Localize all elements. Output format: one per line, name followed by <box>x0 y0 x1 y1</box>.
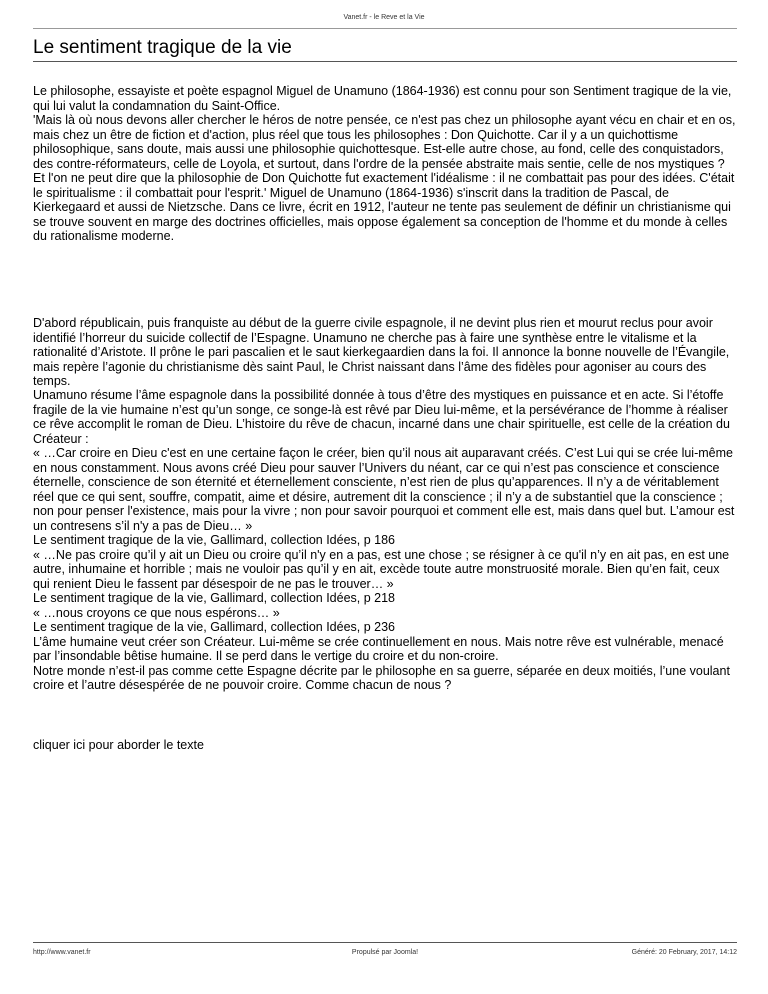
quote-1: « …Car croire en Dieu c'est en une certaine façon le créer, bien qu’il nous ait auparavant créés. C’est Lui qui se crée lui-même en nous constamment. Nous avons créé Dieu pour sauver l’Univers du néant, car ce qui n’est pas conscience et conscience éternelle, conscience de son éternité et éternellement consciente, n’est rien de plus qu’apparences. Il n’y a de véritablement réel que ce qui sent, souffre, compatit, aime et désire, autrement dit la conscience ; il n’y a de substantiel que la conscience ; non pour penser l'existence, mais pour la vivre ; non pour savoir pourquoi et comment elle est, mais dans quel but. L’amour est un contresens s’il n'y a pas de Dieu… » <box>33 446 735 533</box>
footer-generated-date: Généré: 20 February, 2017, 14:12 <box>631 949 737 956</box>
intro-paragraph <box>33 84 737 244</box>
footer-powered-by: Propulsé par Joomla! <box>351 949 419 956</box>
biography-paragraph <box>33 316 737 389</box>
closing-line-2: Notre monde n’est-il pas comme cette Espagne décrite par le philosophe en sa guerre, séparée en deux moitiés, l’une voulant croire et l’autre désespérée de ne pouvoir croire. Comme chacun de nous ? <box>33 663 730 692</box>
biography-text: D'abord républicain, puis franquiste au début de la guerre civile espagnole, il ne devint plus rien et mourut reclus pour avoir identifié l’horreur du suicide collectif de l’Espagne. Unamuno ne cherche pas à faire une synthèse entre le vitalisme et la rationalité d’Aristote. Il prône le pari pascalien et le saut kierkegaardien dans la foi. Il annonce la bonne nouvelle de l’Évangile, mais repère l’agonie du christianisme dès saint Paul, le Christ naissant dans l’âme des fidèles pour agoniser au cours des temps. <box>33 316 730 388</box>
quotes-section <box>33 446 737 693</box>
citation-2: Le sentiment tragique de la vie, Gallimard, collection Idées, p 218 <box>33 591 396 605</box>
closing-line-1: L’âme humaine veut créer son Créateur. Lui-même se crée continuellement en nous. Mais notre rêve est vulnérable, menacé par l’insondable bêtise humaine. Il se perd dans le vertige du croire et du non-croire. <box>33 634 724 663</box>
page-footer <box>33 942 737 957</box>
intro-line: Le philosophe, essayiste et poète espagnol Miguel de Unamuno (1864-1936) est connu pour son Sentiment tragique de la vie, qui lui valut la condamnation du Saint-Office. <box>33 84 732 113</box>
title-bar <box>33 28 737 62</box>
spanish-soul-paragraph <box>33 388 737 446</box>
citation-3: Le sentiment tragique de la vie, Gallimard, collection Idées, p 236 <box>33 620 396 634</box>
quote-3: « …nous croyons ce que nous espérons… » <box>33 605 280 620</box>
spanish-soul-text: Unamuno résume l’âme espagnole dans la possibilité donnée à tous d’être des mystiques en puissance et en acte. Si l’étoffe fragile de la vie humaine n’est qu’un songe, ce songe-là est rêvé par Dieu lui-même, et la persévérance de l’homme à réaliser ce rêve accomplit le roman de Dieu. L’histoire du rêve de chacun, incarné dans une chair spirituelle, est celle de la création du Créateur : <box>33 388 730 446</box>
read-text-link[interactable]: cliquer ici pour aborder le texte <box>33 738 204 752</box>
citation-1: Le sentiment tragique de la vie, Gallimard, collection Idées, p 186 <box>33 533 396 547</box>
footer-url[interactable]: http://www.vanet.fr <box>33 949 91 956</box>
don-quichotte-quote: 'Mais là où nous devons aller chercher le héros de notre pensée, ce n'est pas chez un philosophe ayant vécu en chair et en os, mais chez un être de fiction et d'action, plus réel que tous les philosophes : Don Quichotte. Car il y a un quichottisme philosophique, sans doute, mais aussi une philosophie quichottesque. Est-elle autre chose, au fond, celle des conquistadors, des contre-réformateurs, celle de Loyola, et surtout, dans l'ordre de la pensée abstraite mais sentie, celle de nos mystiques ? Et l'on ne peut dire que la philosophie de Don Quichotte fut exactement l'idéalisme : il ne combattait pas pour des idées. C'était le spiritualisme : il combattait pour l'esprit.' Miguel de Unamuno (1864-1936) s'inscrit dans la tradition de Pascal, de Kierkegaard et aussi de Nietzsche. Dans ce livre, écrit en 1912, l'auteur ne tente pas seulement de définir un christianisme qui se trouve souvent en marge des doctrines officielles, mais oppose également sa conception de l'homme et du monde à celles du rationalisme moderne. <box>33 113 736 243</box>
page-title: Le sentiment tragique de la vie <box>33 37 292 58</box>
site-header: Vanet.fr - le Reve et la Vie <box>343 14 425 21</box>
quote-2: « …Ne pas croire qu’il y ait un Dieu ou croire qu’il n'y en a pas, est une chose ; se résigner à ce qu'il n’y en ait pas, en est une autre, inhumaine et horrible ; mais ne vouloir pas qu’il y en ait, excède toute autre monstruosité morale. Bien qu’en fait, ceux qui renient Dieu le fassent par désespoir de ne pas le trouver… » <box>33 547 730 591</box>
